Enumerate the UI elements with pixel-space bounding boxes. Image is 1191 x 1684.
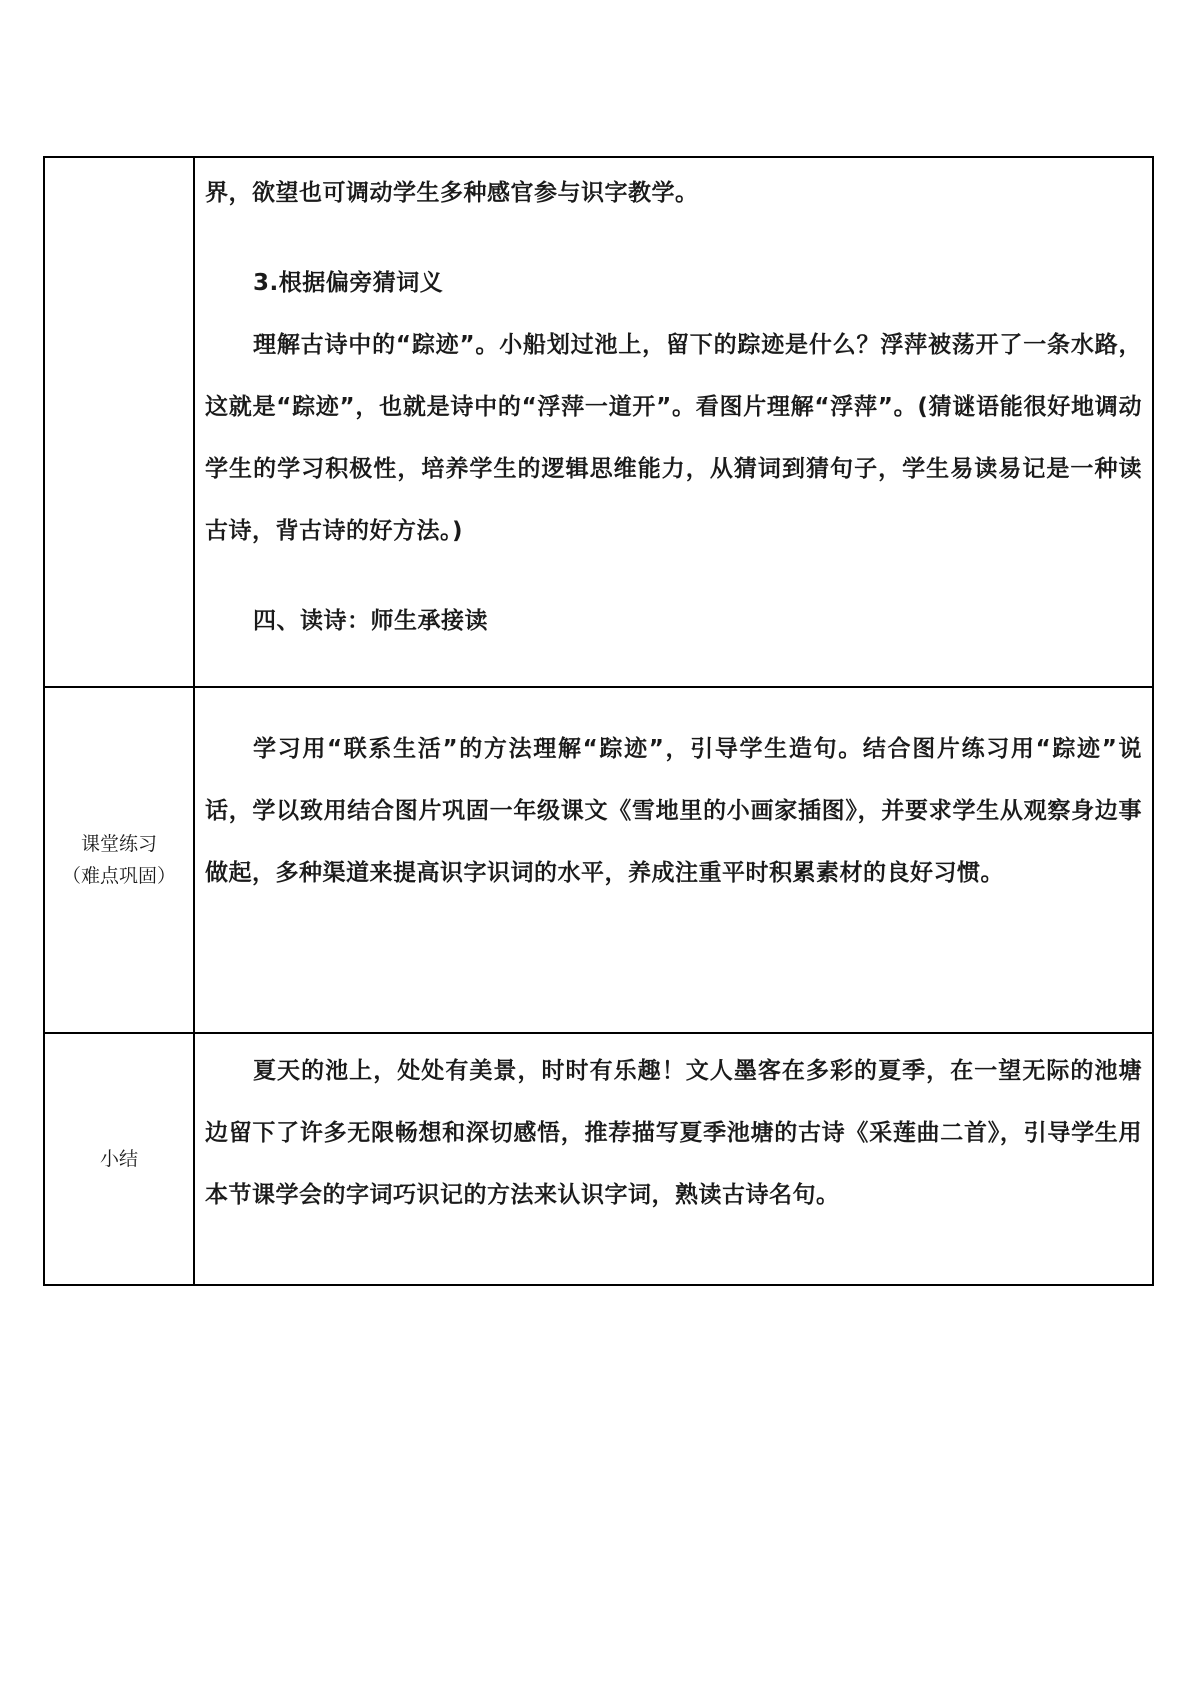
label-summary: 小结 — [99, 1148, 138, 1170]
section-heading-guess-meaning: 3.根据偏旁猜词义 — [253, 270, 444, 296]
row-label-cell — [44, 157, 194, 687]
row-content-cell — [194, 1033, 1153, 1285]
paragraph-summary: 夏天的池上，处处有美景，时时有乐趣！文人墨客在多彩的夏季，在一望无际的池塘边留下了许多无限畅想和深切感悟，推荐描写夏季池塘的古诗《采莲曲二首》，引导学生用本节课学会的字词巧识记的方法来认识字词，熟读古诗名句。 — [205, 1058, 1142, 1208]
label-difficulty-consolidation: （难点巩固） — [61, 865, 176, 887]
row-content-cell — [194, 157, 1153, 687]
row-content-cell — [194, 687, 1153, 1033]
paragraph-continuation: 界，欲望也可调动学生多种感官参与识字教学。 — [205, 180, 699, 206]
label-classroom-practice: 课堂练习 — [80, 833, 157, 855]
row-label-cell — [44, 1033, 194, 1285]
table-row — [44, 1033, 1153, 1285]
row-label-cell — [44, 687, 194, 1033]
paragraph-explain-traces: 理解古诗中的“踪迹”。小船划过池上，留下的踪迹是什么？浮萍被荡开了一条水路，这就是“踪迹”，也就是诗中的“浮萍一道开”。看图片理解“浮萍”。(猜谜语能很好地调动学生的学习积极性，培养学生的逻辑思维能力，从猜词到猜句子，学生易读易记是一种读古诗，背古诗的好方法。) — [205, 332, 1142, 544]
table-row — [44, 687, 1153, 1033]
lesson-plan-table — [43, 156, 1154, 1286]
table-row — [44, 157, 1153, 687]
paragraph-practice: 学习用“联系生活”的方法理解“踪迹”，引导学生造句。结合图片练习用“踪迹”说话，学以致用结合图片巩固一年级课文《雪地里的小画家插图》，并要求学生从观察身边事做起，多种渠道来提高识字识词的水平，养成注重平时积累素材的良好习惯。 — [205, 736, 1142, 886]
section-heading-read-poem: 四、读诗：师生承接读 — [253, 608, 488, 634]
